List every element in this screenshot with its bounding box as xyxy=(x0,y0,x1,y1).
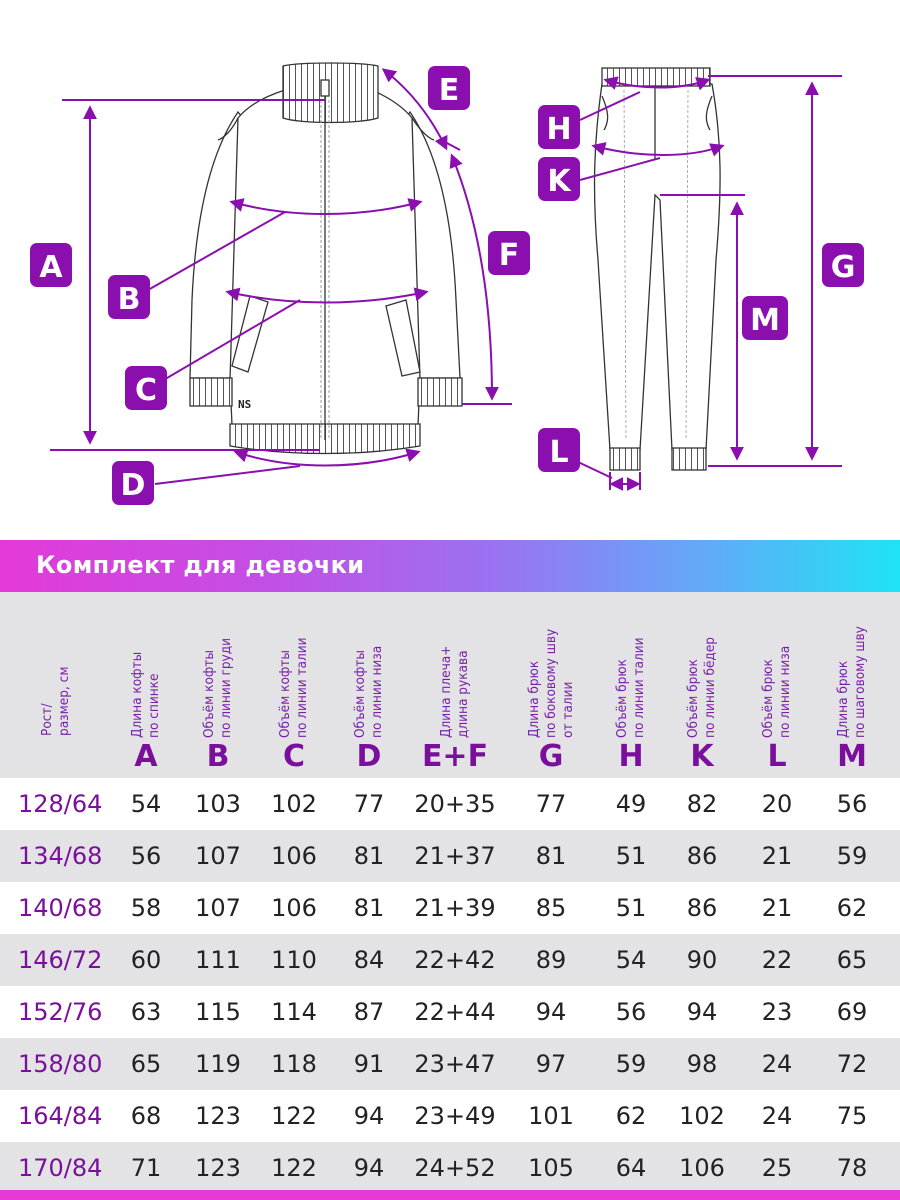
svg-text:G: G xyxy=(830,250,856,285)
header-label-line: Длина кофты xyxy=(129,651,145,738)
value-cell: 123 xyxy=(195,1154,241,1182)
value-cell: 91 xyxy=(353,1050,385,1078)
header-col-b xyxy=(180,592,256,778)
title-banner xyxy=(0,540,900,592)
value-cell: 107 xyxy=(195,894,241,922)
value-cell: 69 xyxy=(836,998,868,1026)
value-cell: 82 xyxy=(686,790,718,818)
value-cell: 22+42 xyxy=(414,946,496,974)
bottom-accent-bar xyxy=(0,1190,900,1200)
header-letter: G xyxy=(538,739,564,774)
badge-h xyxy=(538,105,580,149)
value-cell: 106 xyxy=(271,894,317,922)
header-label-line: по линии груди xyxy=(218,637,234,738)
table-row xyxy=(0,1038,900,1090)
table-row xyxy=(0,778,900,830)
measurement-diagram xyxy=(0,0,900,540)
header-size xyxy=(0,592,112,778)
svg-text:E: E xyxy=(438,73,460,108)
value-cell: 65 xyxy=(130,1050,162,1078)
badge-f xyxy=(488,231,530,275)
header-letter: B xyxy=(206,739,230,774)
header-col-c xyxy=(256,592,332,778)
value-cell: 59 xyxy=(836,842,868,870)
value-cell: 81 xyxy=(535,842,567,870)
header-label-line: Длина плеча+ xyxy=(438,645,454,738)
svg-text:C: C xyxy=(134,373,158,408)
value-cell: 23 xyxy=(761,998,793,1026)
size-table-header xyxy=(0,592,900,778)
badge-a xyxy=(30,243,72,287)
table-row xyxy=(0,882,900,934)
header-col-a xyxy=(112,592,180,778)
value-cell: 54 xyxy=(615,946,647,974)
header-label-line: по боковому шву xyxy=(542,628,559,738)
value-cell: 86 xyxy=(686,894,718,922)
value-cell: 84 xyxy=(353,946,385,974)
value-cell: 71 xyxy=(130,1154,162,1182)
table-row xyxy=(0,830,900,882)
header-label-line: длина рукава xyxy=(455,650,471,738)
value-cell: 22+44 xyxy=(414,998,496,1026)
header-letter: D xyxy=(356,739,382,774)
header-col-e-f xyxy=(406,592,504,778)
value-cell: 60 xyxy=(130,946,162,974)
value-cell: 115 xyxy=(195,998,241,1026)
badge-c xyxy=(125,366,167,410)
header-label-line: по линии бёдер xyxy=(702,636,718,738)
value-cell: 64 xyxy=(615,1154,647,1182)
badge-m xyxy=(742,296,788,340)
value-cell: 23+47 xyxy=(414,1050,496,1078)
value-cell: 56 xyxy=(615,998,647,1026)
header-letter: H xyxy=(618,739,644,774)
header-col-h xyxy=(598,592,664,778)
header-label-line: Объём брюк xyxy=(685,659,701,738)
value-cell: 89 xyxy=(535,946,567,974)
value-cell: 111 xyxy=(195,946,241,974)
value-cell: 106 xyxy=(271,842,317,870)
header-col-d xyxy=(332,592,406,778)
value-cell: 21+37 xyxy=(414,842,496,870)
value-cell: 72 xyxy=(836,1050,868,1078)
value-cell: 118 xyxy=(271,1050,317,1078)
header-letter: C xyxy=(282,739,306,774)
value-cell: 102 xyxy=(271,790,317,818)
header-col-m xyxy=(814,592,890,778)
value-cell: 106 xyxy=(679,1154,725,1182)
value-cell: 94 xyxy=(353,1102,385,1130)
value-cell: 20+35 xyxy=(414,790,496,818)
jacket-drawing xyxy=(190,63,462,454)
header-size-line: Рост/ xyxy=(39,703,55,736)
value-cell: 122 xyxy=(271,1102,317,1130)
badge-e xyxy=(428,66,470,110)
header-label-line: от талии xyxy=(559,681,576,738)
value-cell: 21 xyxy=(761,894,793,922)
header-label-line: по спинке xyxy=(146,673,162,738)
value-cell: 51 xyxy=(615,894,647,922)
value-cell: 24 xyxy=(761,1102,793,1130)
header-label-line: по шаговому шву xyxy=(852,626,868,738)
value-cell: 24+52 xyxy=(414,1154,496,1182)
header-letter: E+F xyxy=(421,739,489,774)
badge-g xyxy=(822,243,864,287)
value-cell: 51 xyxy=(615,842,647,870)
banner-title: Комплект для девочки xyxy=(36,551,365,579)
svg-text:D: D xyxy=(120,468,146,503)
value-cell: 54 xyxy=(130,790,162,818)
header-label-line: Объём брюк xyxy=(760,659,776,738)
size-cell: 146/72 xyxy=(18,946,103,974)
header-label-line: Объём кофты xyxy=(277,650,293,738)
value-cell: 23+49 xyxy=(414,1102,496,1130)
svg-text:M: M xyxy=(750,303,780,338)
value-cell: 85 xyxy=(535,894,567,922)
value-cell: 24 xyxy=(761,1050,793,1078)
value-cell: 81 xyxy=(353,842,385,870)
value-cell: 103 xyxy=(195,790,241,818)
value-cell: 75 xyxy=(836,1102,868,1130)
header-col-k xyxy=(664,592,740,778)
value-cell: 21 xyxy=(761,842,793,870)
value-cell: 86 xyxy=(686,842,718,870)
svg-text:B: B xyxy=(117,282,141,317)
value-cell: 22 xyxy=(761,946,793,974)
size-cell: 152/76 xyxy=(18,998,103,1026)
table-row xyxy=(0,986,900,1038)
value-cell: 87 xyxy=(353,998,385,1026)
header-label-line: по линии низа xyxy=(777,645,793,738)
badge-b xyxy=(108,275,150,319)
header-label-line: по линии низа xyxy=(369,645,385,738)
badge-k xyxy=(538,157,580,201)
value-cell: 97 xyxy=(535,1050,567,1078)
value-cell: 105 xyxy=(528,1154,574,1182)
value-cell: 110 xyxy=(271,946,317,974)
table-row xyxy=(0,1142,900,1194)
header-label-line: Объём брюк xyxy=(614,659,630,738)
value-cell: 94 xyxy=(686,998,718,1026)
value-cell: 98 xyxy=(686,1050,718,1078)
header-col-g xyxy=(504,592,598,778)
header-size-line: размер, см xyxy=(56,666,72,736)
size-cell: 158/80 xyxy=(18,1050,103,1078)
value-cell: 49 xyxy=(615,790,647,818)
value-cell: 21+39 xyxy=(414,894,496,922)
header-label-line: Длина брюк xyxy=(835,660,851,738)
value-cell: 94 xyxy=(353,1154,385,1182)
header-col-l xyxy=(740,592,814,778)
value-cell: 102 xyxy=(679,1102,725,1130)
value-cell: 65 xyxy=(836,946,868,974)
badge-l xyxy=(538,428,580,472)
svg-text:L: L xyxy=(549,435,569,470)
value-cell: 58 xyxy=(130,894,162,922)
table-row xyxy=(0,1090,900,1142)
pants-drawing xyxy=(595,68,721,470)
header-label-line: Объём кофты xyxy=(201,650,217,738)
size-cell: 128/64 xyxy=(18,790,103,818)
header-label-line: по линии талии xyxy=(294,637,310,738)
value-cell: 77 xyxy=(353,790,385,818)
header-label-line: Длина брюк xyxy=(525,660,542,738)
value-cell: 119 xyxy=(195,1050,241,1078)
size-cell: 134/68 xyxy=(18,842,103,870)
header-label-line: Объём кофты xyxy=(352,650,368,738)
size-cell: 164/84 xyxy=(18,1102,103,1130)
value-cell: 78 xyxy=(836,1154,868,1182)
value-cell: 62 xyxy=(615,1102,647,1130)
svg-text:F: F xyxy=(498,238,520,273)
value-cell: 101 xyxy=(528,1102,574,1130)
value-cell: 56 xyxy=(836,790,868,818)
svg-text:K: K xyxy=(547,164,571,199)
svg-text:A: A xyxy=(39,250,63,285)
value-cell: 81 xyxy=(353,894,385,922)
value-cell: 62 xyxy=(836,894,868,922)
header-letter: A xyxy=(134,739,158,774)
value-cell: 90 xyxy=(686,946,718,974)
value-cell: 107 xyxy=(195,842,241,870)
value-cell: 59 xyxy=(615,1050,647,1078)
value-cell: 114 xyxy=(271,998,317,1026)
value-cell: 94 xyxy=(535,998,567,1026)
value-cell: 123 xyxy=(195,1102,241,1130)
badge-d xyxy=(112,461,154,505)
header-label-line: по линии талии xyxy=(631,637,647,738)
value-cell: 56 xyxy=(130,842,162,870)
logo-mark: NS xyxy=(238,398,252,411)
value-cell: 63 xyxy=(130,998,162,1026)
header-letter: M xyxy=(837,739,867,774)
header-letter: L xyxy=(767,739,787,774)
size-cell: 140/68 xyxy=(18,894,103,922)
header-letter: K xyxy=(690,739,714,774)
table-row xyxy=(0,934,900,986)
value-cell: 25 xyxy=(761,1154,793,1182)
value-cell: 77 xyxy=(535,790,567,818)
value-cell: 20 xyxy=(761,790,793,818)
size-cell: 170/84 xyxy=(18,1154,103,1182)
svg-text:H: H xyxy=(546,112,572,147)
value-cell: 122 xyxy=(271,1154,317,1182)
value-cell: 68 xyxy=(130,1102,162,1130)
